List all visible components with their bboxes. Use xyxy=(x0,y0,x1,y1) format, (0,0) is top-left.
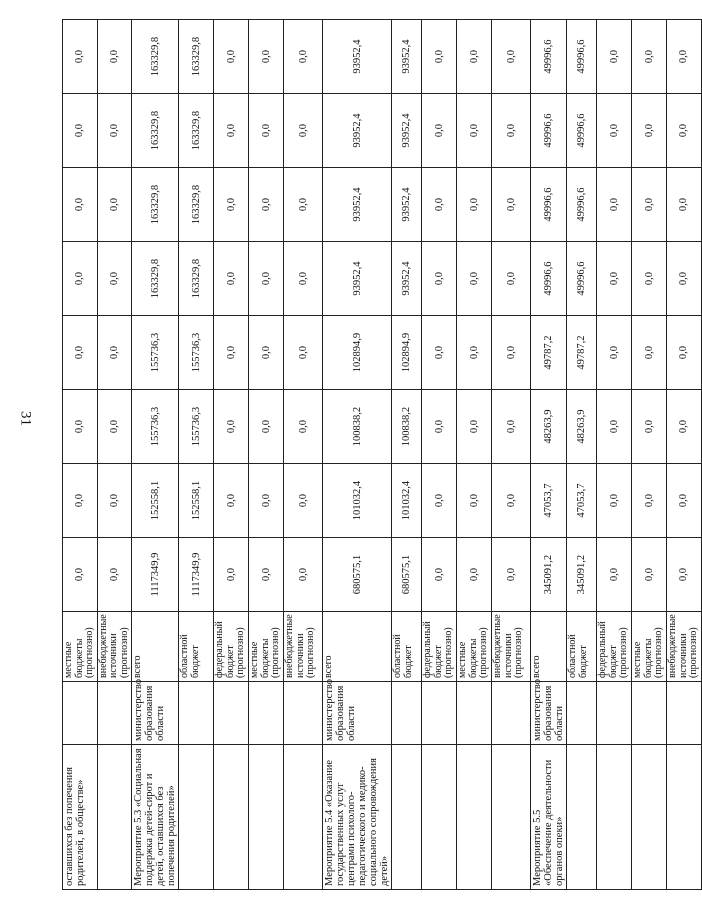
value-cell: 0,0 xyxy=(667,20,702,94)
table-row xyxy=(323,20,392,890)
value-cell: 0,0 xyxy=(422,390,457,464)
value-cell: 0,0 xyxy=(457,464,492,538)
value-cell: 0,0 xyxy=(249,94,284,168)
value-cell: 0,0 xyxy=(214,242,249,316)
value-cell: 0,0 xyxy=(97,94,132,168)
page-number: 31 xyxy=(17,411,34,426)
value-cell: 0,0 xyxy=(667,94,702,168)
funding-source-cell: местные бюджеты (прогнозно) xyxy=(457,612,492,682)
value-cell: 0,0 xyxy=(597,242,632,316)
value-cell: 0,0 xyxy=(214,316,249,390)
executor-cell xyxy=(63,682,98,745)
value-cell: 49996,6 xyxy=(567,168,597,242)
executor-cell xyxy=(179,682,214,745)
value-cell: 163329,8 xyxy=(179,20,214,94)
value-cell: 0,0 xyxy=(284,168,323,242)
value-cell: 0,0 xyxy=(422,242,457,316)
measure-name-cell xyxy=(179,745,214,890)
value-cell: 0,0 xyxy=(667,538,702,612)
value-cell: 49996,6 xyxy=(531,20,567,94)
value-cell: 0,0 xyxy=(597,316,632,390)
value-cell: 0,0 xyxy=(667,316,702,390)
funding-source-cell: местные бюджеты (прогнозно) xyxy=(63,612,98,682)
value-cell: 0,0 xyxy=(214,94,249,168)
table-row xyxy=(531,20,567,890)
value-cell: 49996,6 xyxy=(531,242,567,316)
value-cell: 0,0 xyxy=(284,316,323,390)
value-cell: 0,0 xyxy=(597,464,632,538)
value-cell: 163329,8 xyxy=(132,168,179,242)
measure-name-cell xyxy=(214,745,249,890)
executor-cell xyxy=(667,682,702,745)
value-cell: 0,0 xyxy=(214,464,249,538)
table-row xyxy=(632,20,667,890)
value-cell: 0,0 xyxy=(214,20,249,94)
value-cell: 49787,2 xyxy=(567,316,597,390)
funding-source-cell: местные бюджеты (прогнозно) xyxy=(249,612,284,682)
value-cell: 0,0 xyxy=(422,20,457,94)
funding-source-cell: федеральный бюджет (прогнозно) xyxy=(422,612,457,682)
value-cell: 100838,2 xyxy=(323,390,392,464)
value-cell: 155736,3 xyxy=(179,390,214,464)
value-cell: 0,0 xyxy=(63,94,98,168)
value-cell: 0,0 xyxy=(97,168,132,242)
funding-source-cell: всего xyxy=(323,612,392,682)
value-cell: 0,0 xyxy=(667,242,702,316)
funding-source-cell: внебюджетные источники (прогнозно) xyxy=(97,612,132,682)
table-row xyxy=(492,20,531,890)
value-cell: 93952,4 xyxy=(323,168,392,242)
value-cell: 0,0 xyxy=(284,464,323,538)
value-cell: 0,0 xyxy=(63,538,98,612)
value-cell: 49996,6 xyxy=(567,242,597,316)
executor-cell xyxy=(249,682,284,745)
value-cell: 0,0 xyxy=(249,464,284,538)
value-cell: 101032,4 xyxy=(323,464,392,538)
executor-cell xyxy=(632,682,667,745)
measure-name-cell: Мероприятие 5.4 «Оказание государственных услуг центрами психолого-педагогического и медико-социального сопровождения детей» xyxy=(323,745,392,890)
value-cell: 0,0 xyxy=(249,242,284,316)
table-row xyxy=(249,20,284,890)
value-cell: 0,0 xyxy=(249,20,284,94)
rotated-page xyxy=(62,20,700,890)
table-row xyxy=(214,20,249,890)
value-cell: 0,0 xyxy=(597,20,632,94)
executor-cell xyxy=(214,682,249,745)
executor-cell xyxy=(392,682,422,745)
value-cell: 680575,1 xyxy=(392,538,422,612)
value-cell: 163329,8 xyxy=(132,94,179,168)
measure-name-cell xyxy=(597,745,632,890)
funding-source-cell: всего xyxy=(132,612,179,682)
value-cell: 102894,9 xyxy=(392,316,422,390)
value-cell: 93952,4 xyxy=(392,94,422,168)
measure-name-cell xyxy=(667,745,702,890)
value-cell: 93952,4 xyxy=(323,20,392,94)
value-cell: 0,0 xyxy=(492,20,531,94)
measure-name-cell xyxy=(632,745,667,890)
value-cell: 0,0 xyxy=(457,94,492,168)
value-cell: 49996,6 xyxy=(531,168,567,242)
measure-name-cell xyxy=(284,745,323,890)
executor-cell xyxy=(567,682,597,745)
value-cell: 0,0 xyxy=(492,168,531,242)
funding-source-cell: местные бюджеты (прогнозно) xyxy=(632,612,667,682)
value-cell: 163329,8 xyxy=(179,168,214,242)
value-cell: 0,0 xyxy=(63,390,98,464)
value-cell: 48263,9 xyxy=(567,390,597,464)
measure-name-cell: Мероприятие 5.5 «Обеспечение деятельности органов опеки» xyxy=(531,745,567,890)
value-cell: 49996,6 xyxy=(567,94,597,168)
value-cell: 0,0 xyxy=(214,538,249,612)
value-cell: 0,0 xyxy=(214,168,249,242)
value-cell: 0,0 xyxy=(632,390,667,464)
table-row xyxy=(392,20,422,890)
value-cell: 155736,3 xyxy=(132,390,179,464)
value-cell: 49996,6 xyxy=(567,20,597,94)
value-cell: 0,0 xyxy=(422,316,457,390)
value-cell: 0,0 xyxy=(667,464,702,538)
value-cell: 0,0 xyxy=(597,94,632,168)
table-row xyxy=(567,20,597,890)
value-cell: 0,0 xyxy=(632,464,667,538)
value-cell: 0,0 xyxy=(457,242,492,316)
value-cell: 0,0 xyxy=(667,168,702,242)
executor-cell xyxy=(422,682,457,745)
executor-cell: министерство образования области xyxy=(531,682,567,745)
value-cell: 1117349,9 xyxy=(179,538,214,612)
table-row xyxy=(457,20,492,890)
executor-cell xyxy=(457,682,492,745)
value-cell: 0,0 xyxy=(97,20,132,94)
value-cell: 0,0 xyxy=(63,168,98,242)
value-cell: 0,0 xyxy=(97,390,132,464)
funding-source-cell: внебюджетные источники (прогнозно) xyxy=(284,612,323,682)
table-row xyxy=(63,20,98,890)
executor-cell xyxy=(492,682,531,745)
value-cell: 0,0 xyxy=(284,94,323,168)
value-cell: 155736,3 xyxy=(132,316,179,390)
value-cell: 345091,2 xyxy=(567,538,597,612)
value-cell: 0,0 xyxy=(422,94,457,168)
budget-table xyxy=(62,19,702,890)
value-cell: 0,0 xyxy=(492,242,531,316)
value-cell: 0,0 xyxy=(597,390,632,464)
value-cell: 152558,1 xyxy=(132,464,179,538)
value-cell: 0,0 xyxy=(284,20,323,94)
measure-name-cell xyxy=(249,745,284,890)
funding-source-cell: внебюджетные источники (прогнозно) xyxy=(492,612,531,682)
value-cell: 0,0 xyxy=(632,538,667,612)
funding-source-cell: областной бюджет xyxy=(567,612,597,682)
value-cell: 93952,4 xyxy=(392,20,422,94)
value-cell: 0,0 xyxy=(214,390,249,464)
funding-source-cell: областной бюджет xyxy=(179,612,214,682)
table-row xyxy=(422,20,457,890)
measure-name-cell: оставшихся без попечения родителей, в обществе» xyxy=(63,745,98,890)
value-cell: 0,0 xyxy=(667,390,702,464)
value-cell: 0,0 xyxy=(97,538,132,612)
value-cell: 0,0 xyxy=(492,316,531,390)
value-cell: 0,0 xyxy=(249,168,284,242)
measure-name-cell xyxy=(567,745,597,890)
value-cell: 93952,4 xyxy=(323,94,392,168)
measure-name-cell xyxy=(457,745,492,890)
value-cell: 152558,1 xyxy=(179,464,214,538)
value-cell: 0,0 xyxy=(422,464,457,538)
value-cell: 0,0 xyxy=(422,538,457,612)
executor-cell xyxy=(597,682,632,745)
value-cell: 0,0 xyxy=(457,168,492,242)
value-cell: 0,0 xyxy=(63,20,98,94)
value-cell: 0,0 xyxy=(492,94,531,168)
value-cell: 345091,2 xyxy=(531,538,567,612)
measure-name-cell xyxy=(492,745,531,890)
value-cell: 0,0 xyxy=(597,168,632,242)
value-cell: 0,0 xyxy=(284,390,323,464)
value-cell: 0,0 xyxy=(284,538,323,612)
value-cell: 0,0 xyxy=(492,464,531,538)
value-cell: 47053,7 xyxy=(567,464,597,538)
measure-name-cell xyxy=(392,745,422,890)
table-row xyxy=(667,20,702,890)
value-cell: 93952,4 xyxy=(323,242,392,316)
value-cell: 0,0 xyxy=(492,538,531,612)
value-cell: 100838,2 xyxy=(392,390,422,464)
table-row xyxy=(132,20,179,890)
measure-name-cell: Мероприятие 5.3 «Социальная поддержка детей-сирот и детей, оставшихся без попечения родителей» xyxy=(132,745,179,890)
value-cell: 0,0 xyxy=(457,538,492,612)
value-cell: 163329,8 xyxy=(179,242,214,316)
value-cell: 0,0 xyxy=(249,390,284,464)
executor-cell xyxy=(97,682,132,745)
value-cell: 0,0 xyxy=(632,316,667,390)
value-cell: 101032,4 xyxy=(392,464,422,538)
value-cell: 0,0 xyxy=(632,242,667,316)
value-cell: 0,0 xyxy=(249,316,284,390)
value-cell: 163329,8 xyxy=(179,94,214,168)
executor-cell: министерство образования области xyxy=(323,682,392,745)
funding-source-cell: федеральный бюджет (прогнозно) xyxy=(214,612,249,682)
value-cell: 0,0 xyxy=(284,242,323,316)
funding-source-cell: областной бюджет xyxy=(392,612,422,682)
value-cell: 0,0 xyxy=(457,20,492,94)
value-cell: 0,0 xyxy=(457,316,492,390)
value-cell: 163329,8 xyxy=(132,242,179,316)
value-cell: 93952,4 xyxy=(392,242,422,316)
value-cell: 0,0 xyxy=(63,242,98,316)
value-cell: 47053,7 xyxy=(531,464,567,538)
value-cell: 102894,9 xyxy=(323,316,392,390)
value-cell: 0,0 xyxy=(632,168,667,242)
value-cell: 0,0 xyxy=(97,316,132,390)
value-cell: 680575,1 xyxy=(323,538,392,612)
value-cell: 155736,3 xyxy=(179,316,214,390)
executor-cell xyxy=(284,682,323,745)
executor-cell: министерство образования области xyxy=(132,682,179,745)
value-cell: 0,0 xyxy=(249,538,284,612)
value-cell: 0,0 xyxy=(457,390,492,464)
value-cell: 0,0 xyxy=(63,464,98,538)
value-cell: 0,0 xyxy=(97,464,132,538)
funding-source-cell: федеральный бюджет (прогнозно) xyxy=(597,612,632,682)
value-cell: 0,0 xyxy=(492,390,531,464)
value-cell: 0,0 xyxy=(97,242,132,316)
table-row xyxy=(97,20,132,890)
value-cell: 0,0 xyxy=(597,538,632,612)
value-cell: 163329,8 xyxy=(132,20,179,94)
value-cell: 49787,2 xyxy=(531,316,567,390)
funding-source-cell: внебюджетные источники (прогнозно) xyxy=(667,612,702,682)
value-cell: 0,0 xyxy=(422,168,457,242)
value-cell: 48263,9 xyxy=(531,390,567,464)
value-cell: 0,0 xyxy=(632,20,667,94)
value-cell: 93952,4 xyxy=(392,168,422,242)
table-row xyxy=(179,20,214,890)
funding-source-cell: всего xyxy=(531,612,567,682)
value-cell: 0,0 xyxy=(63,316,98,390)
table-row xyxy=(284,20,323,890)
value-cell: 49996,6 xyxy=(531,94,567,168)
table-row xyxy=(597,20,632,890)
measure-name-cell xyxy=(97,745,132,890)
value-cell: 0,0 xyxy=(632,94,667,168)
value-cell: 1117349,9 xyxy=(132,538,179,612)
measure-name-cell xyxy=(422,745,457,890)
